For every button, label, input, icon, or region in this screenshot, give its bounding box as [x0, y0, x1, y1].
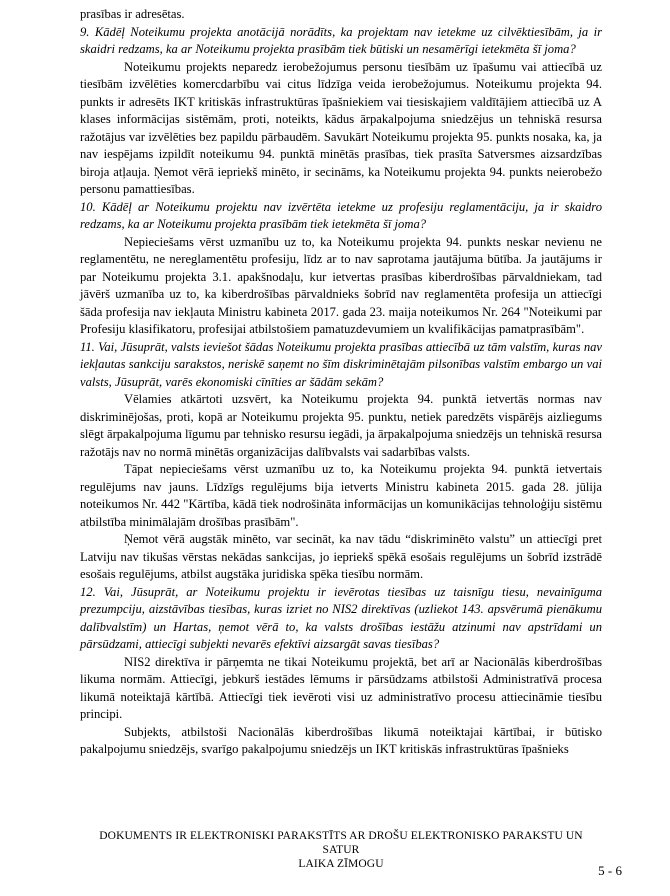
answer-11-part-1: Vēlamies atkārtoti uzsvērt, ka Noteikumu projekta 94. punktā ietvertās normas nav diskriminējošas, proti, kopā ar Noteikumu projekta 95. punktu, netiek paredzēts vispārējs aizliegums slēgt ārpakalpojuma līgumu par tehnisko resursu iegādi, ja ārpakalpojuma sniedzējs un tehniskā resursa ražotājs nav no normā minētās organizācijas dalībvalsts vai sadarbības valsts. [80, 392, 602, 459]
answer-10: Nepieciešams vērst uzmanību uz to, ka Noteikumu projekta 94. punkts neskar nevienu ne reglamentētu, ne nereglamentētu profesiju, līdz ar to nav saprotama jautājuma būtība. Ja jautājums ir par Noteikumu projekta 3.1. apakšnodaļu, kur ietvertas prasības kiberdrošības pārvaldniekam, tad jāvērš uzmanība uz to, ka kiberdrošības pārvaldnieks šobrīd nav reglamentēta profesija un attiecīgi šāda profesija nav iekļauta Ministru kabineta 2017. gada 23. maija noteikumos Nr. 264 "Noteikumi par Profesiju klasifikatoru, profesijai atbilstošiem pamatuzdevumiem un kvalifikācijas pamatprasībām". [80, 234, 602, 336]
document-body [80, 6, 602, 759]
answer-11-part-3: Ņemot vērā augstāk minēto, var secināt, ka nav tādu “diskriminēto valstu” un attiecīgi pret Latviju nav tikušas vērstas nekādas sankcijas, jo iepriekš spēkā esošais regulējums un šobrīd izstrādē esošais regulējums, atbilst augstāka juridiska spēka tiesību normām. [80, 532, 602, 581]
question-10: 10. Kādēļ ar Noteikumu projektu nav izvērtēta ietekme uz profesiju reglamentāciju, ja ir skaidro redzams, ka ar Noteikumu projekta prasībām tiek ietekmēta šī joma? [80, 199, 602, 231]
question-9: 9. Kādēļ Noteikumu projekta anotācijā norādīts, ka projektam nav ietekme uz cilvēktiesībām, ja ir skaidri redzams, ka ar Noteikumu projekta prasībām tiek būtiski un nesamērīgi ietekmēta šī joma? [80, 24, 602, 56]
signature-footer [80, 829, 602, 871]
footer-line-1: DOKUMENTS IR ELEKTRONISKI PARAKSTĪTS AR DROŠU ELEKTRONISKO PARAKSTU UN SATUR [99, 830, 583, 856]
paragraph: prasības ir adresētas. [80, 7, 185, 21]
question-12: 12. Vai, Jūsuprāt, ar Noteikumu projektu ir ievērotas tiesības uz taisnīgu tiesu, nevainīguma prezumpciju, aizstāvības tiesības, kuras izriet no NIS2 direktīvas (uzliekot 143. apsvērumā pienākumu dalībvalstīm) un Hartas, ņemot vērā to, ka valsts drošības iestāžu atzinumi nav apstrīdami un pārsūdzami, attiecīgi subjekti nevarēs efektīvi aizsargāt savas tiesības? [80, 584, 602, 651]
answer-12-part-2: Subjekts, atbilstoši Nacionālās kiberdrošības likumā noteiktajai kārtībai, ir būtisko pakalpojumu sniedzējs, svarīgo pakalpojumu sniedzējs un IKT kritiskās infrastruktūras īpašnieks [80, 724, 602, 756]
answer-9: Noteikumu projekts neparedz ierobežojumus personu tiesībām uz īpašumu vai attiecībā uz tiesībām izvēlēties komercdarbību vai citus līdzīga veida ierobežojumus. Noteikumu projekta 94. punkts ir adresēts IKT kritiskās infrastruktūras īpašniekiem vai tiesiskajiem valdītājiem attiecībā uz A klases informācijas sistēmām, proti, noteikts, kādus ārpakalpojuma sniedzējus un tehniskā resursa ražotājus var izvēlēties bez papildu pārbaudēm. Savukārt Noteikumu projekta 95. punkts nosaka, ka, ja nav iespējams izpildīt noteikumu 94. punktā minētās prasības, tiek prasīta Satversmes aizsardzības biroja atļauja. Ņemot vērā iepriekš minēto, ir secināms, ka Noteikumu projekta 94. punkts neierobežo personu pamattiesības. [80, 59, 602, 196]
answer-11-part-2: Tāpat nepieciešams vērst uzmanību uz to, ka Noteikumu projekta 94. punktā ietvertais regulējums nav jauns. Līdzīgs regulējums bija ietverts Ministru kabineta 2015. gada 28. jūlija noteikumos Nr. 442 "Kārtība, kādā tiek nodrošināta informācijas un komunikācijas tehnoloģiju sistēmu atbilstība minimālajām drošības prasībām". [80, 462, 602, 529]
footer-line-2: LAIKA ZĪMOGU [298, 858, 384, 870]
question-11: 11. Vai, Jūsuprāt, valsts ieviešot šādas Noteikumu projekta prasības attiecībā uz tām valstīm, kuras nav iekļautas sankciju sarakstos, neriskē saņemt no šīm diskriminētajām pilsonības valstīm embargo un vai valsts, Jūsuprāt, varēs ekonomiski cīnīties ar šādām sekām? [80, 339, 602, 389]
answer-12-part-1: NIS2 direktīva ir pārņemta ne tikai Noteikumu projektā, bet arī ar Nacionālās kiberdrošības likuma normām. Attiecīgi, jebkurš iestādes lēmums ir pārsūdzams atbilstoši Administratīvā procesa likumā noteiktajā kārtībā. Attiecīgi tiek ievēroti visi uz administratīvo procesu attiecināmie tiesību principi. [80, 654, 602, 721]
page-number: 5 - 6 [598, 863, 622, 878]
